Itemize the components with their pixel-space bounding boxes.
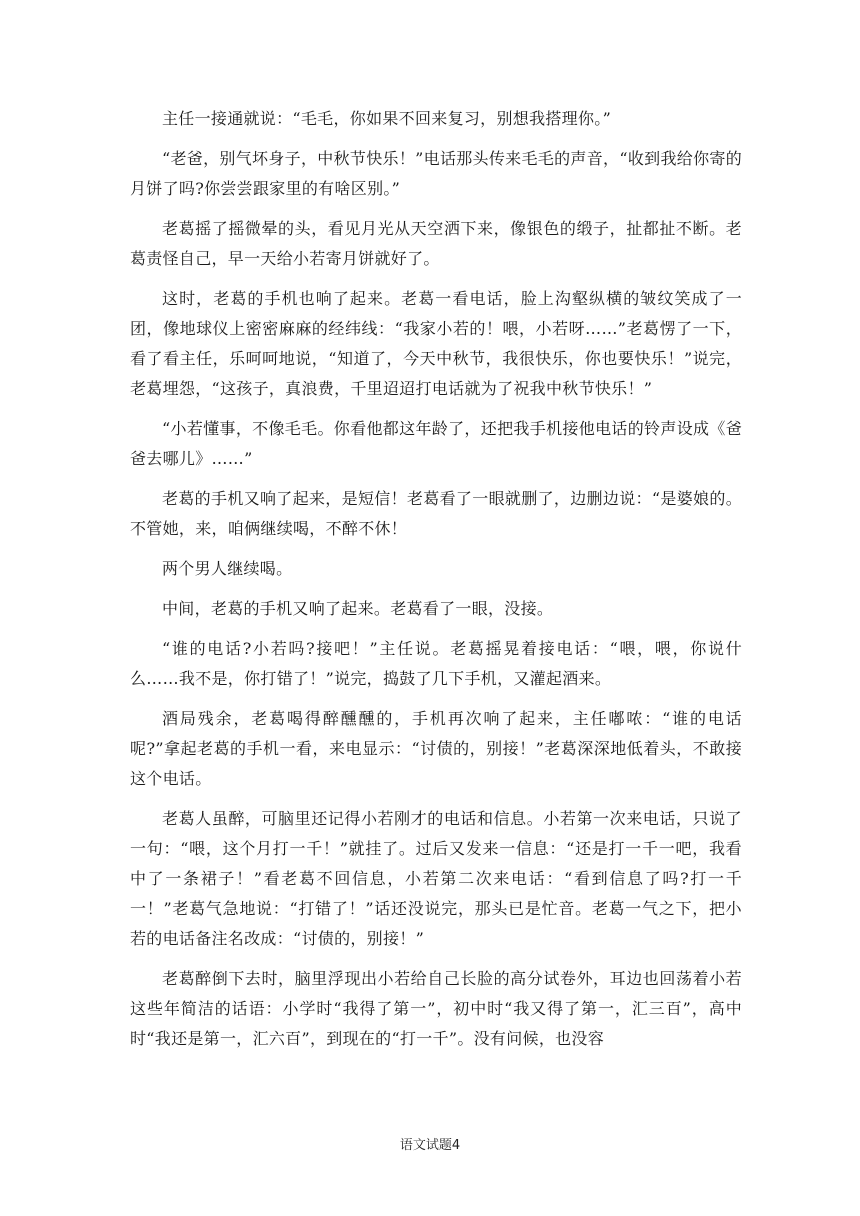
paragraph: 老葛人虽醉，可脑里还记得小若刚才的电话和信息。小若第一次来电话，只说了一句：“喂，这个月打一千！”就挂了。过后又发来一信息：“还是打一千一吧，我看中了一条裙子！”看老葛不回信息，小若第二次来电话：“看到信息了吗?打一千一！”老葛气急地说：“打错了！”话还没说完，那头已是忙音。老葛一气之下，把小若的电话备注名改成：“讨债的，别接！” bbox=[130, 809, 742, 948]
paragraph: 这时，老葛的手机也响了起来。老葛一看电话，脸上沟壑纵横的皱纹笑成了一团，像地球仪上密密麻麻的经纬线：“我家小若的！喂，小若呀……”老葛愣了一下，看了看主任，乐呵呵地说，“知道了，今天中秋节，我很快乐，你也要快乐！”说完，老葛埋怨，“这孩子，真浪费，千里迢迢打电话就为了祝我中秋节快乐！” bbox=[130, 289, 742, 398]
paragraph: 中间，老葛的手机又响了起来。老葛看了一眼，没接。 bbox=[162, 599, 554, 618]
paragraph: “老爸，别气坏身子，中秋节快乐！”电话那头传来毛毛的声音，“收到我给你寄的月饼了吗?你尝尝跟家里的有啥区别。” bbox=[130, 149, 742, 198]
paragraph: “小若懂事，不像毛毛。你看他都这年龄了，还把我手机接他电话的铃声设成《爸爸去哪儿》……” bbox=[130, 419, 742, 468]
page-footer: 语文试题4 bbox=[399, 1138, 461, 1153]
paragraph: 两个男人继续喝。 bbox=[162, 559, 293, 578]
paragraph: “谁的电话?小若吗?接吧！”主任说。老葛摇晃着接电话：“喂，喂，你说什么……我不是，你打错了！”说完，捣鼓了几下手机，又灌起酒来。 bbox=[130, 639, 742, 688]
paragraph: 主任一接通就说：“毛毛，你如果不回来复习，别想我搭理你。” bbox=[162, 109, 612, 128]
paragraph: 老葛醉倒下去时，脑里浮现出小若给自己长脸的高分试卷外，耳边也回荡着小若这些年简洁的话语：小学时“我得了第一”，初中时“我又得了第一，汇三百”，高中时“我还是第一，汇六百”，到现在的“打一千”。没有问候，也没容 bbox=[130, 969, 742, 1048]
paragraph: 酒局残余，老葛喝得醉醺醺的，手机再次响了起来，主任嘟哝：“谁的电话呢?”拿起老葛的手机一看，来电显示：“讨债的，别接！”老葛深深地低着头，不敢接这个电话。 bbox=[130, 709, 742, 788]
document-body bbox=[130, 104, 742, 1064]
paragraph: 老葛的手机又响了起来，是短信！老葛看了一眼就删了，边删边说：“是婆娘的。不管她，来，咱俩继续喝，不醉不休！ bbox=[130, 489, 742, 538]
paragraph: 老葛摇了摇微晕的头，看见月光从天空洒下来，像银色的缎子，扯都扯不断。老葛责怪自己，早一天给小若寄月饼就好了。 bbox=[130, 219, 742, 268]
